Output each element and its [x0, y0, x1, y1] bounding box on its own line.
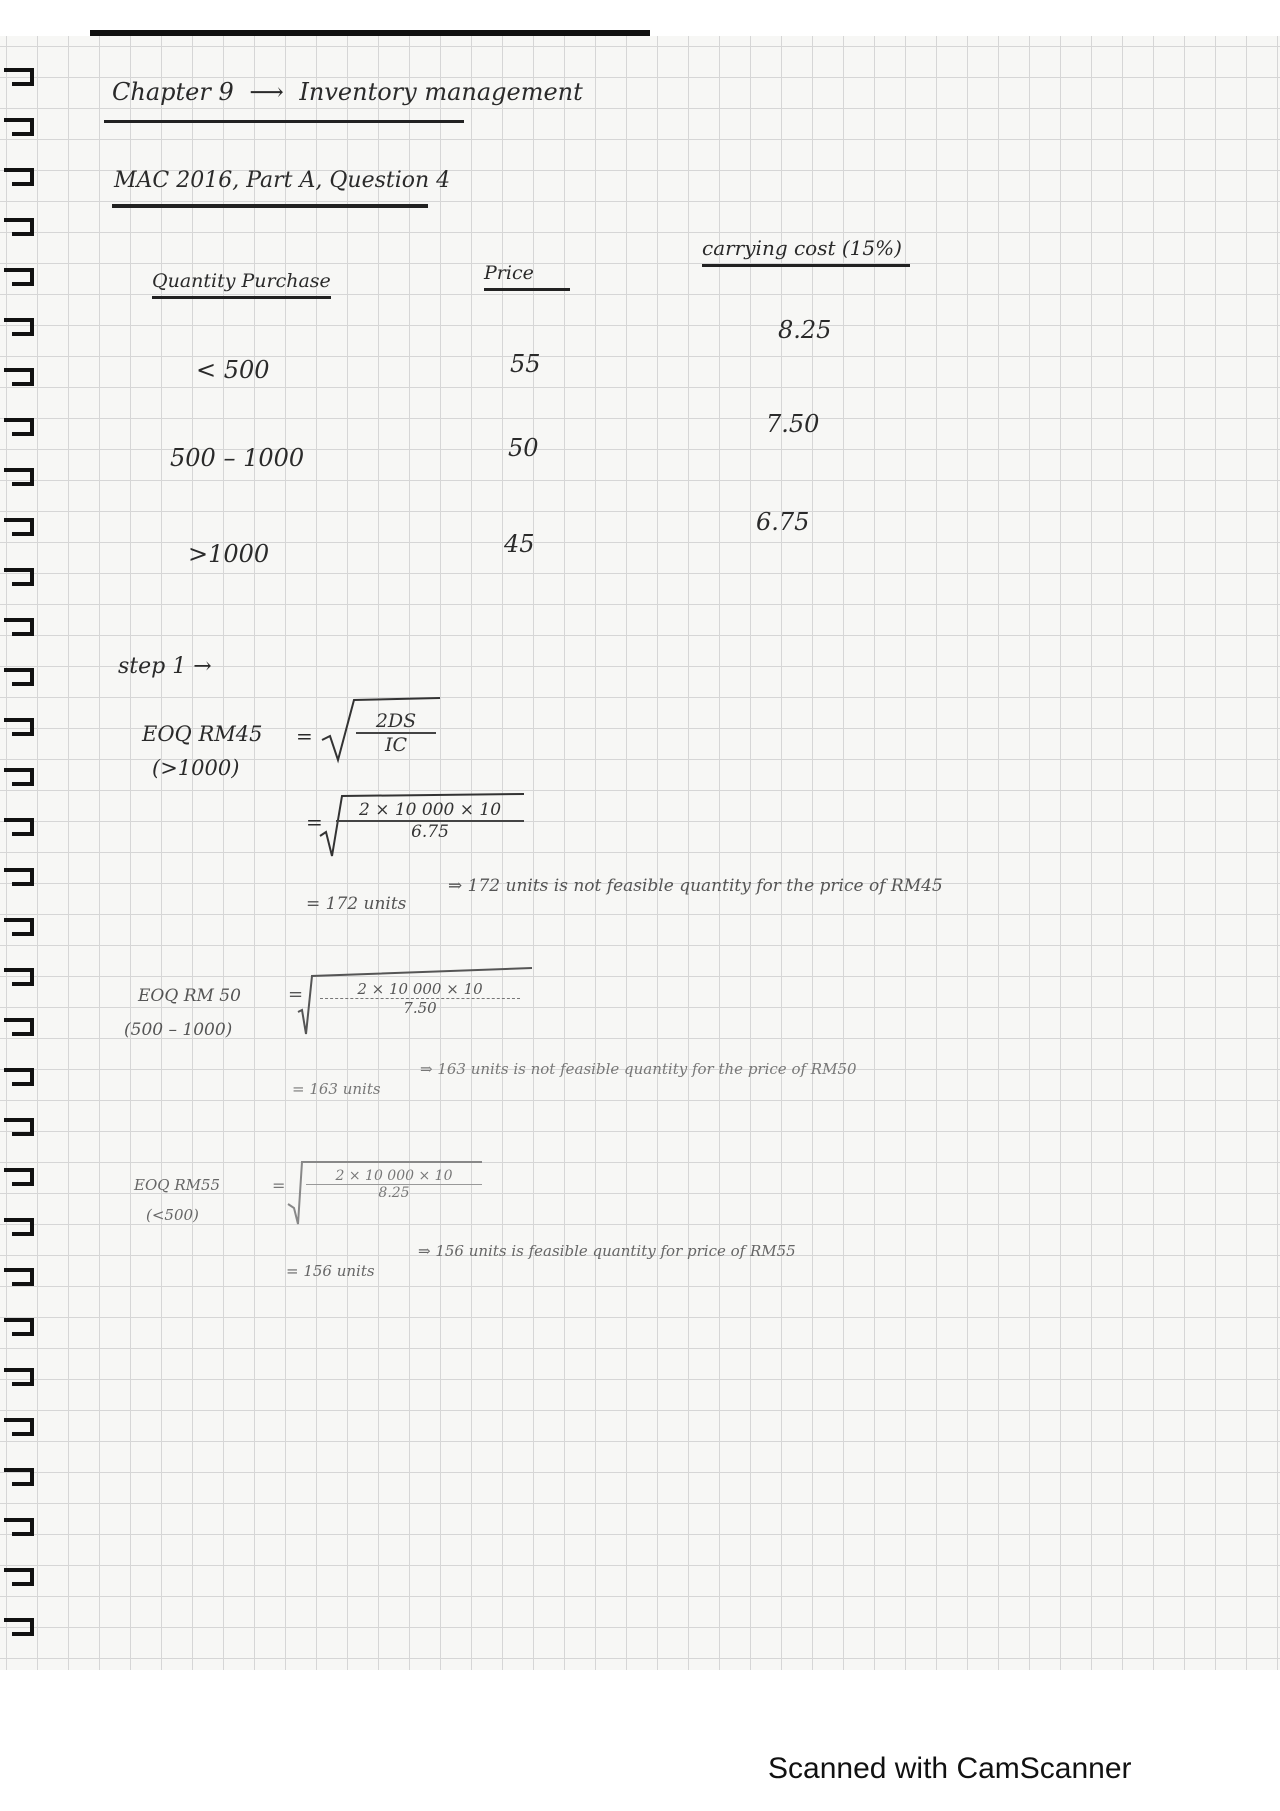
- row-price: 50: [508, 434, 539, 462]
- question-underline: [112, 204, 428, 208]
- eoq-formula: $\frac{2DS}{IC}$: [356, 710, 436, 756]
- eoq3-equals: =: [272, 1176, 286, 1195]
- title-underline: [104, 120, 464, 123]
- eoq2-comment: ⇒ 163 units is not feasible quantity for the price of RM50: [420, 1060, 857, 1078]
- eoq1-equals-2: =: [306, 810, 323, 834]
- eoq1-label: EOQ RM45: [142, 722, 263, 746]
- eoq3-result: = 156 units: [286, 1262, 375, 1280]
- eoq1-substitution: $\frac{2 \times 10 000 \times 10}{6.75}$: [336, 800, 524, 842]
- row-price: 55: [510, 350, 541, 378]
- eoq3-label: EOQ RM55: [134, 1176, 221, 1194]
- row-qty: >1000: [188, 540, 270, 568]
- eoq2-substitution: $\frac{2 \times 10 000 \times 10}{7.50}$: [320, 980, 520, 1017]
- eoq1-result: = 172 units: [306, 894, 407, 914]
- eoq1-range: (>1000): [152, 756, 240, 780]
- step-label: step 1 →: [118, 654, 212, 679]
- eoq1-equals: =: [296, 724, 313, 748]
- row-carry: 7.50: [766, 410, 820, 438]
- row-carry: 6.75: [756, 508, 810, 536]
- row-price: 45: [504, 530, 535, 558]
- spiral-binding: [0, 40, 46, 1660]
- question-reference: MAC 2016, Part A, Question 4: [114, 168, 451, 193]
- header-quantity: Quantity Purchase: [152, 270, 331, 299]
- chapter-title: Chapter 9 ⟶ Inventory management: [112, 78, 583, 106]
- eoq2-label: EOQ RM 50: [138, 986, 241, 1006]
- eoq3-comment: ⇒ 156 units is feasible quantity for price of RM55: [418, 1242, 796, 1260]
- row-qty: < 500: [196, 356, 270, 384]
- row-carry: 8.25: [778, 316, 832, 344]
- eoq2-range: (500 – 1000): [124, 1020, 233, 1040]
- scanner-watermark: Scanned with CamScanner: [768, 1752, 1132, 1785]
- eoq3-range: (<500): [146, 1206, 199, 1224]
- header-price: Price: [484, 262, 570, 291]
- eoq2-equals: =: [288, 984, 304, 1005]
- header-carrying-cost: carrying cost (15%): [702, 236, 910, 267]
- eoq1-comment: ⇒ 172 units is not feasible quantity for the price of RM45: [448, 876, 943, 896]
- eoq3-substitution: $\frac{2 \times 10 000 \times 10}{8.25}$: [306, 1168, 482, 1201]
- row-qty: 500 – 1000: [170, 444, 305, 472]
- eoq2-result: = 163 units: [292, 1080, 381, 1098]
